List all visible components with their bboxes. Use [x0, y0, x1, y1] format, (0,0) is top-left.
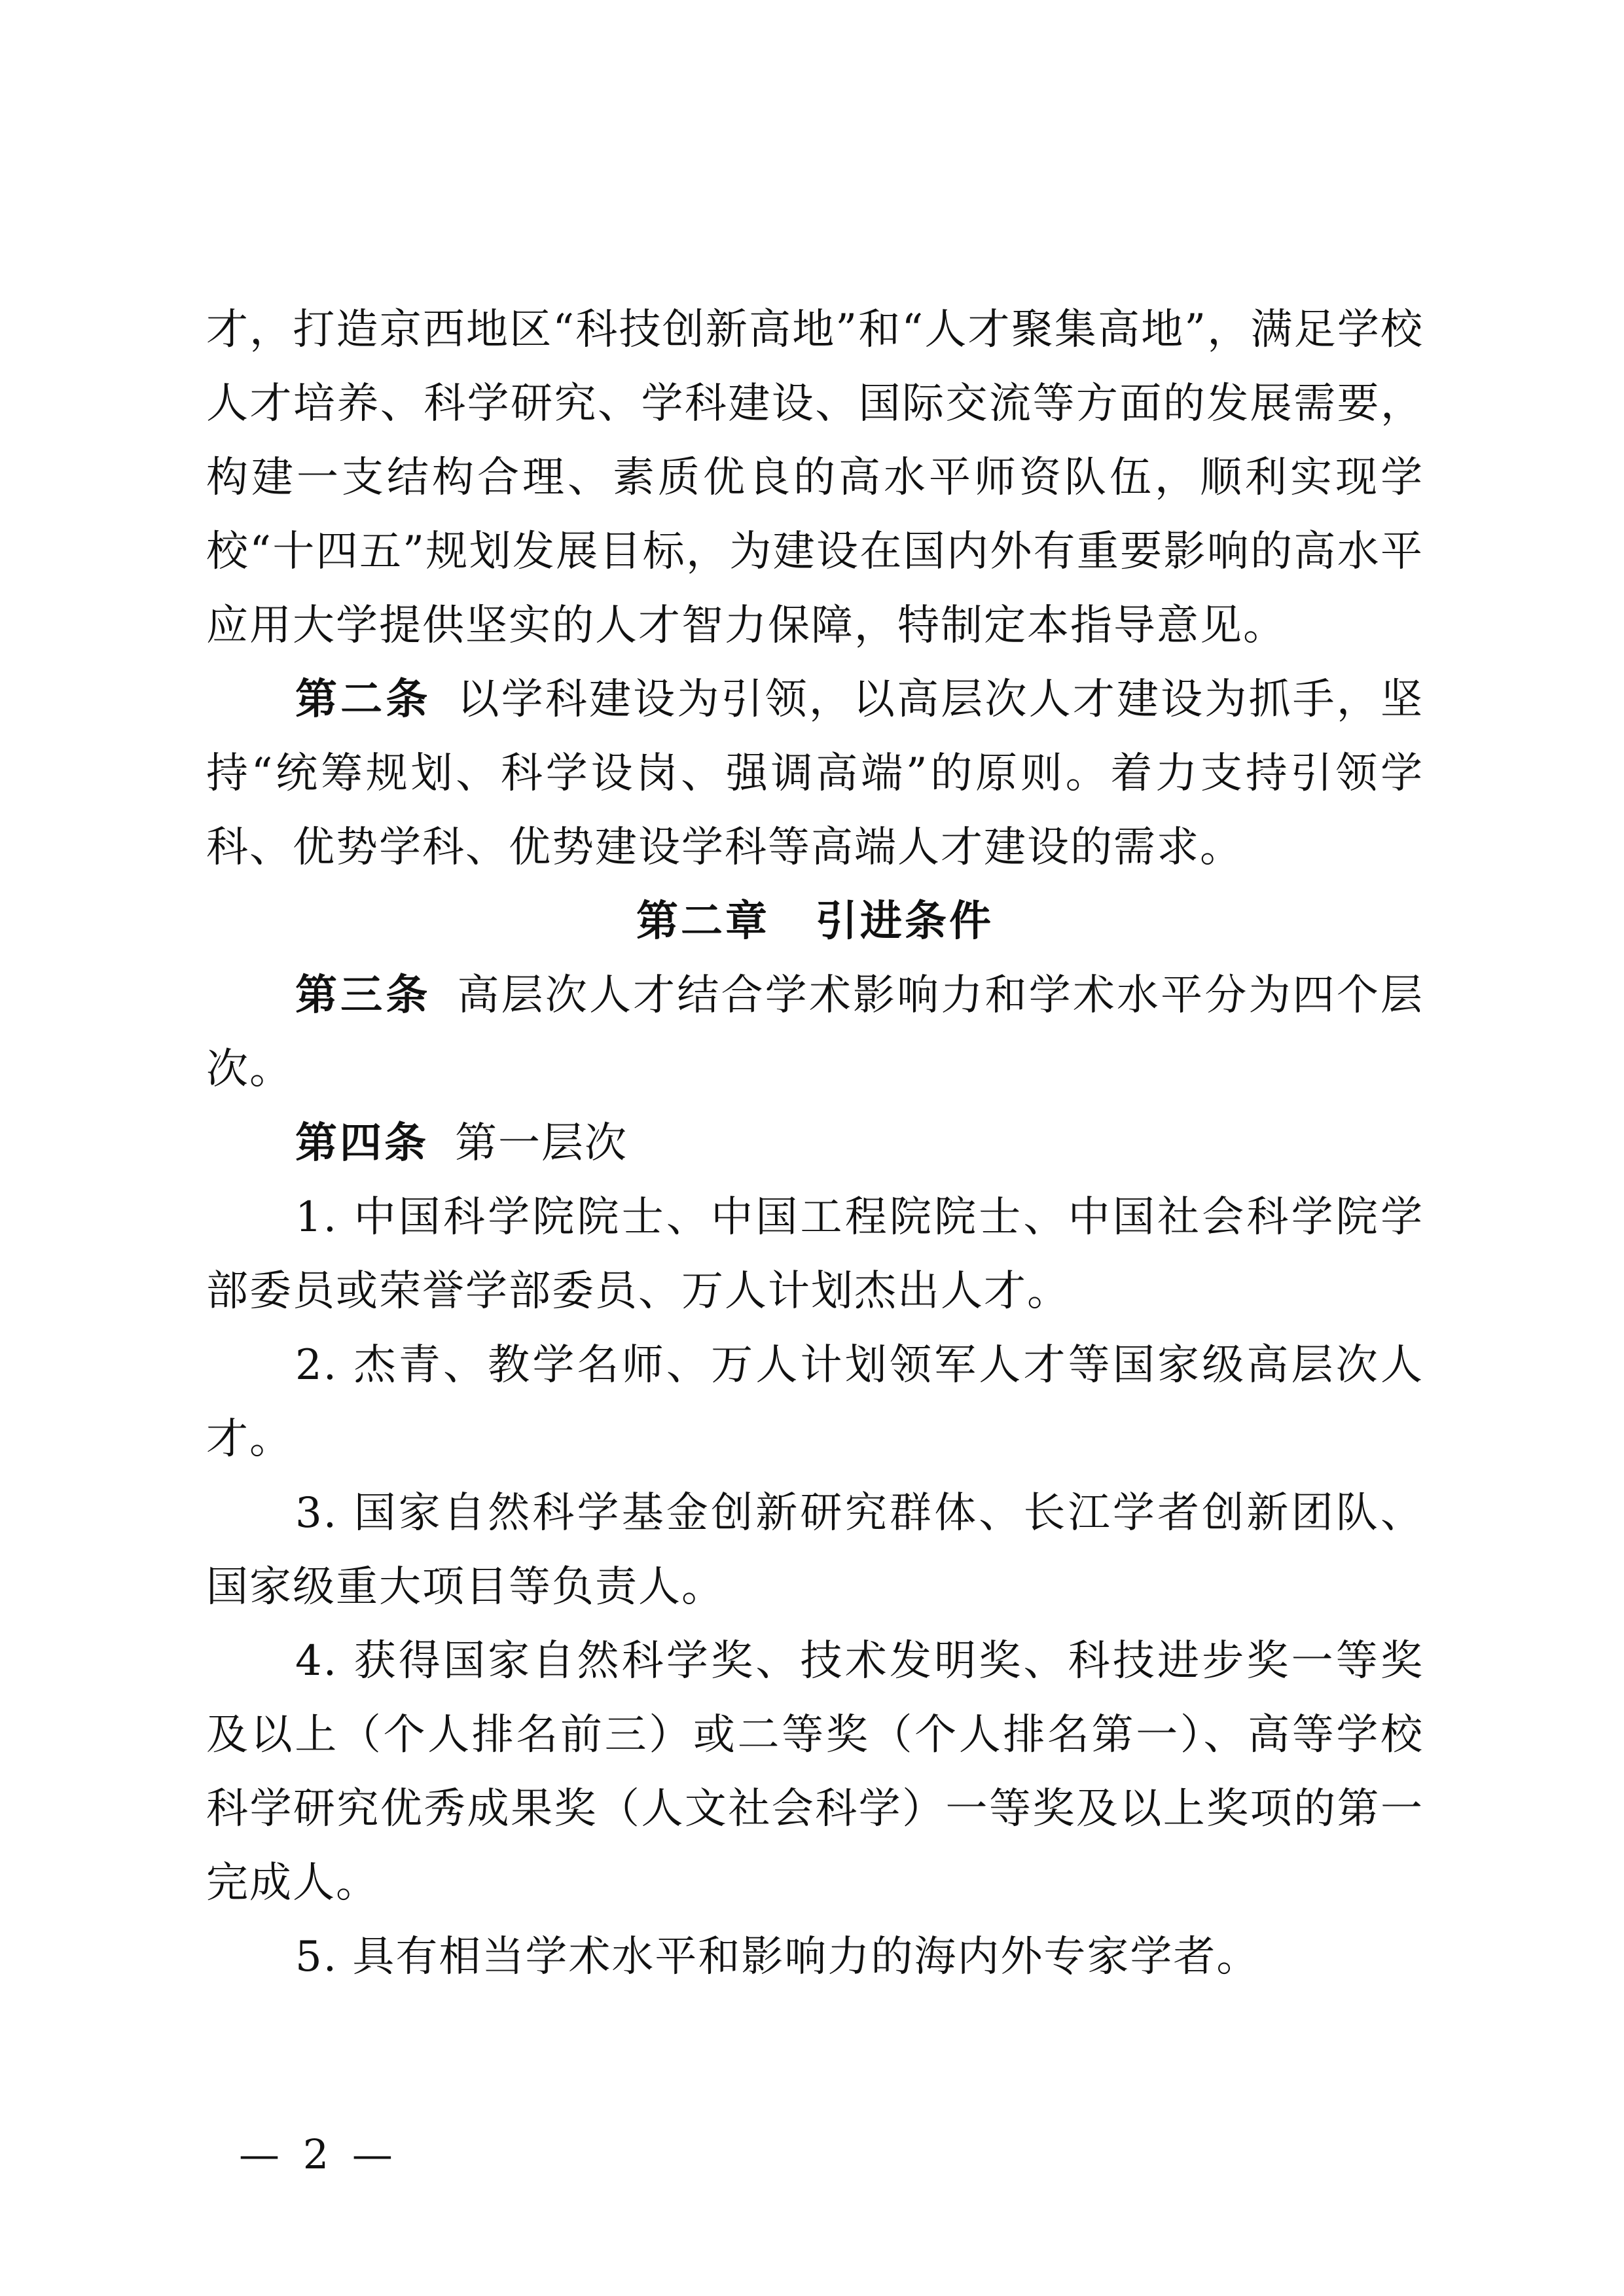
article-2-paragraph	[206, 663, 1424, 885]
chapter-title: 引进条件	[816, 897, 994, 946]
article-2-text: 以学科建设为引领，以高层次人才建设为抓手，坚持“统筹规划、科学设岗、强调高端”的原则。着力支持引领学科、优势学科、优势建设学科等高端人才建设的需求。	[206, 675, 1424, 872]
chapter-number: 第二章	[636, 897, 770, 946]
article-4-paragraph	[206, 1107, 1424, 1181]
list-item: 5. 具有相当学术水平和影响力的海内外专家学者。	[295, 1933, 1260, 1981]
article-4-text: 第一层次	[455, 1119, 628, 1168]
list-item: 2. 杰青、教学名师、万人计划领军人才等国家级高层次人才。	[206, 1341, 1424, 1463]
article-3-text: 高层次人才结合学术影响力和学术水平分为四个层次。	[206, 971, 1424, 1094]
opening-paragraph: 才，打造京西地区“科技创新高地”和“人才聚集高地”，满足学校人才培养、科学研究、学科建设、国际交流等方面的发展需要，构建一支结构合理、素质优良的高水平师资队伍，顺利实现学校“十四五”规划发展目标，为建设在国内外有重要影响的高水平应用大学提供坚实的人才智力保障，特制定本指导意见。	[206, 306, 1424, 650]
article-3-paragraph	[206, 959, 1424, 1107]
list-item: 1. 中国科学院院士、中国工程院院士、中国社会科学院学部委员或荣誉学部委员、万人计划杰出人才。	[206, 1193, 1424, 1316]
article-3-label: 第三条	[295, 971, 431, 1020]
document-body	[206, 293, 1424, 1994]
page-number: — 2 —	[239, 2130, 398, 2178]
article-2-label: 第二条	[295, 675, 431, 724]
list-item: 3. 国家自然科学基金创新研究群体、长江学者创新团队、国家级重大项目等负责人。	[206, 1489, 1424, 1611]
list-item: 4. 获得国家自然科学奖、技术发明奖、科技进步奖一等奖及以上（个人排名前三）或二等奖（个人排名第一）、高等学校科学研究优秀成果奖（人文社会科学）一等奖及以上奖项的第一完成人。	[206, 1637, 1424, 1907]
chapter-heading	[206, 885, 1424, 959]
article-4-label: 第四条	[295, 1119, 429, 1168]
